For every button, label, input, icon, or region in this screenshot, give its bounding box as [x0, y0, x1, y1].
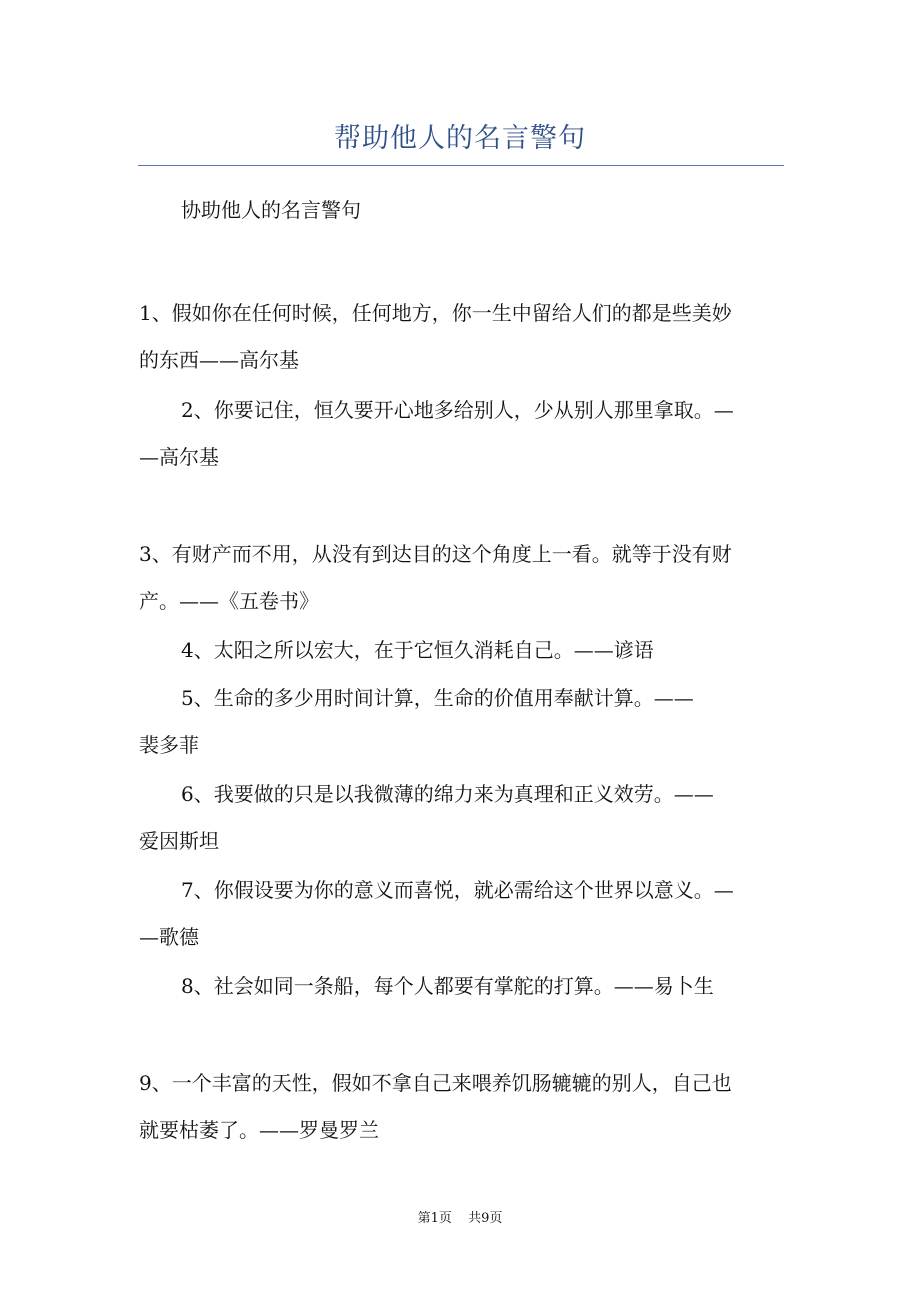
page-footer — [0, 1207, 920, 1226]
quote-6-line-1: 6、我要做的只是以我微薄的绵力来为真理和正义效劳。—— — [181, 782, 714, 806]
quote-5-line-2: 裴多菲 — [139, 733, 199, 757]
quote-6-line-2: 爱因斯坦 — [139, 829, 219, 853]
page-title: 帮助他人的名言警句 — [334, 123, 586, 154]
quote-9-line-2: 就要枯萎了。——罗曼罗兰 — [139, 1118, 379, 1142]
document-subtitle: 协助他人的名言警句 — [181, 198, 361, 222]
quote-2-line-2: —高尔基 — [139, 445, 219, 469]
quote-5-line-1: 5、生命的多少用时间计算，生命的价值用奉献计算。—— — [181, 686, 694, 710]
quote-4-line-1: 4、太阳之所以宏大，在于它恒久消耗自己。——谚语 — [181, 638, 654, 662]
quote-2-line-1: 2、你要记住，恒久要开心地多给别人，少从别人那里拿取。— — [181, 398, 734, 422]
title-divider — [138, 165, 784, 166]
quote-7-line-1: 7、你假设要为你的意义而喜悦，就必需给这个世界以意义。— — [181, 878, 734, 902]
quote-8-line-1: 8、社会如同一条船，每个人都要有掌舵的打算。——易卜生 — [181, 974, 714, 998]
quote-9-line-1: 9、一个丰富的天性，假如不拿自己来喂养饥肠辘辘的别人，自己也 — [139, 1071, 732, 1095]
page-number: 第1页 — [417, 1211, 452, 1226]
quote-1-line-2: 的东西——高尔基 — [139, 348, 299, 372]
quote-1-line-1: 1、假如你在任何时候，任何地方，你一生中留给人们的都是些美妙 — [139, 301, 732, 325]
quote-3-line-1: 3、有财产而不用，从没有到达目的这个角度上一看。就等于没有财 — [139, 542, 732, 566]
quote-3-line-2: 产。——《五卷书》 — [139, 589, 319, 613]
page-total: 共9页 — [468, 1211, 503, 1226]
quote-7-line-2: —歌德 — [139, 925, 199, 949]
